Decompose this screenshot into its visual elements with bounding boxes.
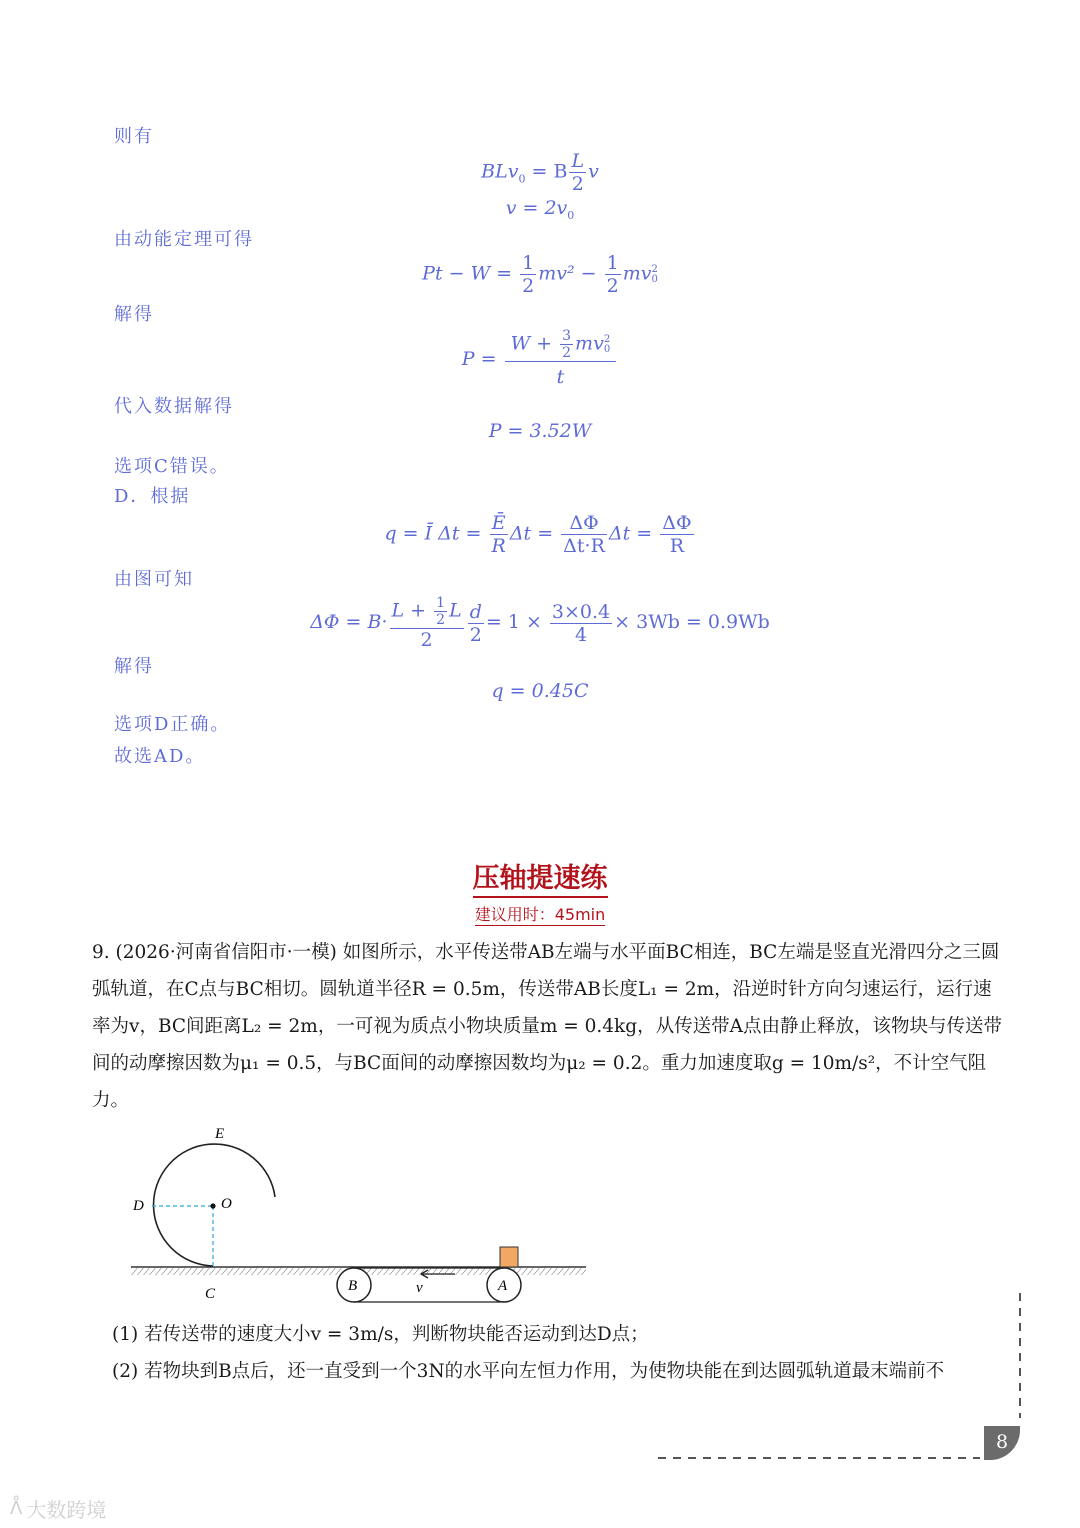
label-a: A xyxy=(498,1278,508,1294)
sub-question-2: (2) 若物块到B点后，还一直受到一个3N的水平向左恒力作用，为使物块能在到达圆弧轨道最末端前不 xyxy=(112,1361,945,1382)
label-v: v xyxy=(416,1280,423,1296)
label-d: D xyxy=(133,1198,144,1214)
equation-1a: BLv$_0$ = B $\frac{L}{2}$ v xyxy=(481,150,599,195)
solution-line: 由图可知 xyxy=(114,569,194,590)
solution-line: 由动能定理可得 xyxy=(114,229,254,250)
equation-2: Pt − W = $\frac{1}{2}$ mv² − $\frac{1}{2}$ mv 2 0 xyxy=(422,252,658,297)
solution-line: 则有 xyxy=(114,126,154,147)
equation-4: P = 3.52W xyxy=(488,420,592,442)
label-c: C xyxy=(205,1286,216,1302)
suggested-time: 建议用时：45min xyxy=(474,905,606,924)
watermark: ᐰ 大数跨境 xyxy=(10,1498,107,1522)
watermark-logo-icon: ᐰ xyxy=(10,1498,23,1519)
label-b: B xyxy=(348,1278,358,1294)
sub-question-1: (1) 若传送带的速度大小v = 3m/s，判断物块能否运动到达D点； xyxy=(112,1324,649,1345)
equation-6: ΔΦ = B· L + $\frac{1}{2}$ L 2 $\frac{d}{2}$ = 1 × $\frac{3\times 0.4}{4}$ × 3Wb = 0.9Wb xyxy=(310,595,770,651)
page-number: 8 xyxy=(984,1426,1020,1460)
label-o: O xyxy=(221,1196,232,1212)
label-e: E xyxy=(215,1126,225,1142)
solution-line: 解得 xyxy=(114,304,154,325)
solution-line: D．根据 xyxy=(114,486,191,507)
equation-1b: $v = 2v_0$ xyxy=(505,197,575,222)
equation-5: q = Ī Δt = $\frac{Ē}{R}$ Δt = $\frac{\Delta\Phi}{\Delta t\cdot R}$ Δt = $\frac{\Delta\Phi}{R}$ xyxy=(384,512,692,557)
solution-line: 解得 xyxy=(114,656,154,677)
solution-line: 选项D正确。 xyxy=(114,714,231,735)
solution-line: 代入数据解得 xyxy=(114,396,234,417)
solution-line: 选项C错误。 xyxy=(114,456,230,477)
equation-7: q = 0.45C xyxy=(491,680,589,702)
solution-line: 故选AD。 xyxy=(114,746,206,767)
problem-statement: 9. (2026·河南省信阳市·一模) 如图所示，水平传送带AB左端与水平面BC相连，BC左端是竖直光滑四分之三圆弧轨道，在C点与BC相切。圆轨道半径R = 0.5m，传送带AB长度L₁ = 2m，沿逆时针方向匀速运行，运行速率为v，BC间距离L₂ = 2m，一可视为质点小物块质量m = 0.4kg，从传送带A点由静止释放，该物块与传送带间的动摩擦因数为μ₁ = 0.5，与BC面间的动摩擦因数均为μ₂ = 0.2。重力加速度取g = 10m/s²，不计空气阻力。 xyxy=(92,942,1002,1111)
section-title: 压轴提速练 xyxy=(0,856,1080,895)
equation-3: P = W + $\frac{3}{2}$ mv 2 0 t xyxy=(0,328,1080,392)
